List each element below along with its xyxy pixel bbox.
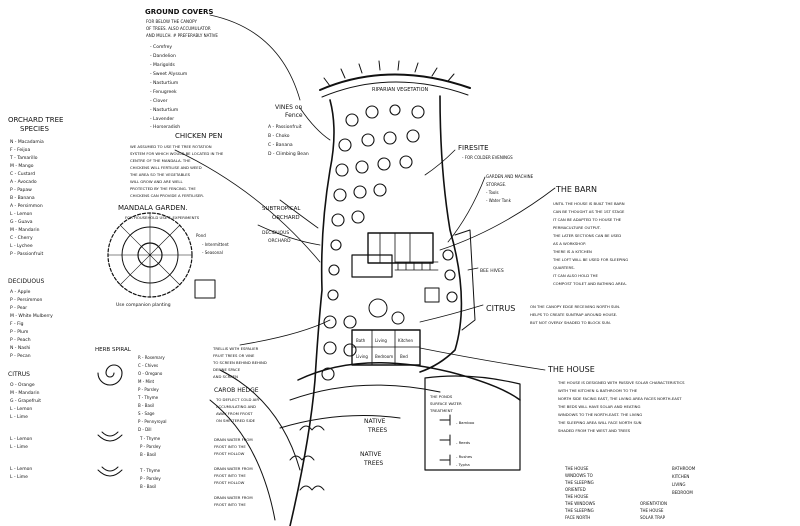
orchard-trees	[322, 105, 457, 380]
chicken-note-3: CHICKENS WILL FERTILISE AND WEED	[130, 165, 202, 170]
barn-note-7: THE LOFT WILL BE USED FOR SLEEPING	[553, 257, 629, 262]
orchard-ever-9: L - Lemon	[10, 212, 33, 217]
citrus-5: L - Lemon	[10, 437, 33, 442]
mandala-spokes	[108, 213, 192, 297]
decid-1: P - Persimmon	[10, 298, 43, 303]
firesite-title: FIRESITE	[458, 144, 489, 152]
house-note-0: THE HOUSE IS DESIGNED WITH PASSIVE SOLAR CHARACTERISTICS	[558, 380, 685, 385]
slope-b-2: FROST HOLLOW	[214, 480, 245, 485]
barn-note-4: THE LATER SECTIONS CAN BE USED	[553, 233, 622, 238]
gc-intro-2: AND MULCH. # PREFERABLY NATIVE	[146, 33, 218, 38]
house-more-1: WINDOWS TO	[565, 473, 593, 478]
vines-item-1: B - Choko	[268, 134, 290, 139]
house-key-3: BEDROOM	[672, 490, 693, 495]
house-more-2: THE SLEEPING	[565, 480, 594, 485]
slope-b-1: FROST INTO THE	[214, 473, 246, 478]
citrus-note-2: BUT NOT OVERLY SHADED TO BLOCK SUN.	[530, 320, 611, 325]
herb-bed-5: B - Basil	[140, 484, 157, 489]
house-key-1: KITCHEN	[672, 474, 690, 479]
slope-a-2: FROST HOLLOW	[214, 451, 245, 456]
herb-spiral-title: HERB SPIRAL	[95, 347, 131, 353]
orchard-subtitle: SPECIES	[20, 125, 49, 133]
room-3: Living	[356, 354, 368, 359]
leader-trellis	[240, 320, 330, 345]
orchard-ever-10: G - Guava	[10, 220, 33, 225]
citrus-note-1: HELPS TO CREATE SUNTRAP AROUND HOUSE.	[530, 312, 618, 317]
tree	[334, 189, 346, 201]
site-boundary-west	[290, 100, 334, 526]
orchard-ever-14: P - Passionfruit	[10, 252, 44, 257]
citrus-3: L - Lemon	[10, 407, 33, 412]
mandala-subtitle: FOR HOUSEHOLD USE & EXPERIMENTS	[125, 215, 200, 220]
barn-divisions	[380, 233, 410, 263]
tree	[331, 240, 341, 250]
gc-item-7: - Nasturtium	[150, 108, 179, 113]
herb-bed-4: P - Parsley	[140, 476, 161, 481]
tree	[329, 265, 339, 275]
house-note-4: WINDOWS TO THE NORTH-EAST. THE LIVING	[558, 412, 643, 417]
tree	[324, 342, 336, 354]
slope-c-1: FROST INTO THE	[214, 502, 246, 507]
herb-bed-1	[98, 432, 122, 441]
house-bottom-2: SOLAR TRAP	[640, 515, 666, 520]
reed-symbols	[440, 415, 450, 465]
herb-8: P - Pennyroyal	[138, 419, 167, 424]
house-note-3: THE BEDS WILL HAVE SOLAR AND HEATING	[558, 404, 641, 409]
pool-item-2: - Rushes	[456, 454, 473, 459]
citrus-2: G - Grapefruit	[10, 399, 41, 404]
herb-6: B - Basil	[138, 403, 155, 408]
orchard-ever-0: N - Macadamia	[10, 140, 44, 145]
orchard-ever-1: F - Feijoa	[10, 148, 31, 153]
shed	[352, 255, 392, 277]
vines-title-1: Fence	[285, 112, 303, 119]
vines-item-2: C - Banana	[268, 143, 293, 148]
house-title: THE HOUSE	[548, 365, 595, 374]
subtropical-1: ORCHARD	[272, 215, 300, 221]
decid-5: P - Plum	[10, 330, 29, 335]
herb-4: P - Parsley	[138, 387, 159, 392]
orchard-ever-13: L - Lychee	[10, 244, 33, 249]
tree	[344, 316, 356, 328]
house-note-2: NORTH SIDE FACING EAST, THE LIVING AREA FACES NORTH-EAST	[558, 396, 682, 401]
tree	[354, 186, 366, 198]
barn-title: THE BARN	[556, 185, 598, 194]
mandala-legend-0: Pond	[196, 233, 206, 238]
orchard-ever-2: T - Tamarillo	[10, 156, 38, 161]
pool-title-0: THE PONDS	[430, 394, 453, 399]
slope-a-1: FROST INTO THE	[214, 444, 246, 449]
herb-1: C - Chives	[138, 363, 159, 368]
citrus-8: L - Lime	[10, 475, 28, 480]
decid-6: P - Peach	[10, 338, 31, 343]
herb-3: M - Mint	[138, 379, 155, 384]
barn-note-1: CAN BE THOUGHT AS THE 1ST STAGE	[553, 209, 625, 214]
mandala-title: MANDALA GARDEN.	[118, 204, 188, 212]
leader-firesite	[425, 150, 455, 175]
carob-note-0: TO DEFLECT COLD AIR	[216, 397, 259, 402]
citrus-list-title: CITRUS	[8, 371, 30, 378]
native-tree-symbols	[290, 426, 324, 490]
barn-note-10: COMPOST TOILET AND BATHING AREA.	[553, 281, 627, 286]
tree	[384, 132, 396, 144]
citrus-0: O - Orange	[10, 383, 35, 388]
pool-item-1: - Reeds	[456, 440, 471, 445]
herb-bed-3: T - Thyme	[140, 468, 161, 473]
citrus-4: L - Lime	[10, 415, 28, 420]
vines-item-3: D - Climbing Bean	[268, 152, 309, 157]
tree	[328, 290, 338, 300]
mandala-legend-box	[195, 280, 215, 298]
pool-title-1: SURFACE WATER	[430, 401, 462, 406]
native-b-1: TREES	[364, 460, 384, 467]
pool-item-0: - Bamboo	[456, 420, 475, 425]
herb-spiral-symbol	[98, 365, 122, 385]
gc-intro-1: OF TREES. ALSO ACCUMULATOR	[146, 26, 211, 31]
orchard-ever-5: A - Avocado	[10, 180, 37, 185]
barn-note-6: THERE IS A KITCHEN	[553, 249, 592, 254]
garden-line-3: - Water Tank	[486, 198, 511, 203]
barn-note-8: QUARTERS.	[553, 265, 575, 270]
leader-house	[420, 348, 545, 370]
orchard-ever-4: C - Custard	[10, 172, 36, 177]
native-a-0: NATIVE	[364, 418, 386, 425]
barn-note-9: IT CAN ALSO HOLD THE	[553, 273, 598, 278]
orchard-ever-11: M - Mandarin	[10, 228, 40, 233]
herb-bed-1-label: P - Parsley	[140, 444, 161, 449]
tree	[366, 106, 378, 118]
chicken-note-6: PROTECTED BY THE FENCING. THE	[130, 186, 196, 191]
tree	[445, 270, 455, 280]
vines-item-0: A - Passionfruit	[268, 125, 302, 130]
house-tree-2	[392, 312, 404, 324]
slope-a-0: DRAIN WATER FROM	[214, 437, 253, 442]
room-5: Bed	[400, 354, 408, 359]
room-4: Bedroom	[375, 354, 394, 359]
mandala-legend-1: - Intermittent	[202, 242, 229, 247]
house-note-1: WITH THE KITCHEN & BATHROOM TO THE	[558, 388, 638, 393]
citrus-7: L - Lemon	[10, 467, 33, 472]
barn-note-3: PERMACULTURE OUTPUT.	[553, 225, 601, 230]
site-boundary-east	[420, 96, 461, 372]
deciduous-title: DECIDUOUS	[8, 278, 45, 285]
orchard-ever-12: C - Cherry	[10, 236, 33, 241]
herb-5: T - Thyme	[138, 395, 159, 400]
slope-b-0: DRAIN WATER FROM	[214, 466, 253, 471]
trellis-4: AND SCREEN	[213, 374, 238, 379]
room-2: Kitchen	[398, 338, 414, 343]
house-more-4: THE HOUSE	[565, 494, 589, 499]
barn-note-0: UNTIL THE HOUSE IS BUILT THE BARN	[553, 201, 625, 206]
house-more-3: ORIENTED	[565, 487, 586, 492]
room-0: Bath	[356, 338, 366, 343]
tree	[412, 106, 424, 118]
carob-note-3: ON SHELTERED SIDE	[216, 418, 256, 423]
herb-bed-0: T - Thyme	[140, 436, 161, 441]
tree	[374, 184, 386, 196]
house-key-2: LIVING	[672, 482, 686, 487]
decid-2: P - Pear	[10, 306, 28, 311]
bee-enclosure	[455, 230, 475, 330]
pool-title-2: TREATMENT	[430, 408, 453, 413]
tree	[362, 134, 374, 146]
gc-item-5: - Fenugreek	[150, 90, 177, 95]
house-note-5: THE SLEEPING AREA WILL FACE NORTH SUN	[558, 420, 642, 425]
dam-wall	[298, 363, 520, 400]
herb-2: O - Oregano	[138, 371, 163, 376]
tree	[407, 130, 419, 142]
house-outline	[352, 330, 420, 365]
house-more-7: FACE NORTH	[565, 515, 591, 520]
vines-title-0: VINES on	[275, 104, 303, 111]
trellis-0: TRELLIS WITH ESPALIER	[213, 346, 259, 351]
native-a-1: TREES	[368, 427, 388, 434]
herb-0: R - Rosemary	[138, 355, 165, 360]
gc-item-0: - Comfrey	[150, 45, 173, 50]
house-note-6: SHADED FROM THE WEST AND TREES	[558, 428, 631, 433]
room-1: Living	[375, 338, 387, 343]
tree	[346, 114, 358, 126]
tree	[332, 214, 344, 226]
leader-vines	[300, 108, 330, 140]
pool-item-3: - Typha	[456, 462, 470, 467]
carob-note-2: AWAY FROM FROST	[216, 411, 253, 416]
house-more-0: THE HOUSE	[565, 466, 589, 471]
native-b-0: NATIVE	[360, 451, 382, 458]
mandala-use: Use companion planting	[116, 303, 171, 308]
house-rooms	[352, 330, 420, 365]
tree	[447, 292, 457, 302]
house-bottom-0: ORIENTATION	[640, 501, 667, 506]
leader-groundcovers	[210, 15, 300, 100]
herb-9: D - Dill	[138, 427, 152, 432]
tree	[390, 105, 400, 115]
orchard-ever-3: M - Mango	[10, 164, 34, 169]
tree	[336, 164, 348, 176]
gc-item-4: - Nasturtium	[150, 81, 179, 86]
decid-8: P - Pecan	[10, 354, 31, 359]
tree	[400, 156, 412, 168]
orchard-title: ORCHARD TREE	[8, 116, 64, 124]
garden-line-0: GARDEN AND MACHINE	[486, 174, 534, 179]
herb-7: S - Sage	[138, 411, 155, 416]
house-bottom-1: THE HOUSE	[640, 508, 664, 513]
decid-4: F - Fig	[10, 322, 24, 327]
chicken-note-0: WE ASSUMED TO USE THE TREE ROTATION	[130, 144, 212, 149]
barn-note-2: IT CAN BE ADAPTED TO HOUSE THE	[553, 217, 622, 222]
chicken-note-2: CENTRE OF THE MANDALA. THE	[130, 158, 191, 163]
garden-line-2: - Tools	[486, 190, 499, 195]
gc-item-8: - Lavender	[150, 117, 175, 122]
chicken-note-5: WILL GROW AND ARE WELL	[130, 179, 183, 184]
house-more-5: THE WINDOWS	[565, 501, 596, 506]
gc-item-9: - Horseradish	[150, 125, 181, 130]
chicken-note-1: SYSTEM FOR WHICH WOULD BE LOCATED IN THE	[130, 151, 224, 156]
leader-subtropical	[280, 200, 318, 228]
citrus-label: CITRUS	[486, 304, 516, 313]
orchard-ever-6: P - Papaw	[10, 188, 32, 193]
house-more-6: THE SLEEPING	[565, 508, 594, 513]
citrus-note-0: ON THE CANOPY EDGE RECEIVING NORTH SUN.	[530, 304, 621, 309]
leader-citrus	[420, 305, 483, 322]
garden-line-1: STORAGE.	[486, 182, 507, 187]
barn-note-5: AS A WORKSHOP.	[553, 241, 587, 246]
gc-item-1: - Dandelion	[150, 54, 176, 59]
decid-0: A - Apple	[10, 290, 31, 295]
tree	[339, 139, 351, 151]
house-courtyard-tree	[369, 299, 387, 317]
ground-covers-title: GROUND COVERS	[145, 8, 214, 16]
orchard-ever-7: B - Banana	[10, 196, 35, 201]
gc-item-3: - Sweet Alyssum	[150, 72, 188, 77]
mandala-legend-2: - Seasonal	[202, 250, 223, 255]
citrus-1: M - Mandarin	[10, 391, 40, 396]
gc-item-2: - Marigolds	[150, 63, 175, 68]
mandala-garden	[108, 213, 192, 297]
herb-bed-2-label: B - Basil	[140, 452, 157, 457]
riparian-label: RIPARIAN VEGETATION	[372, 87, 429, 93]
tree	[443, 250, 453, 260]
chicken-note-4: THE AREA SO THE VEGETABLES	[130, 172, 191, 177]
trellis-2: TO SCREEN BEHIND BEHIND	[213, 360, 267, 365]
decid-3: M - White Mulberry	[10, 314, 53, 319]
carob-note-1: ACCUMULATING AND	[216, 404, 256, 409]
gc-item-6: - Clover	[150, 99, 168, 104]
tree	[352, 211, 364, 223]
tank	[425, 288, 439, 302]
chicken-note-7: CHICKENS CAN PROVIDE A FERTILISER.	[130, 193, 204, 198]
trellis-3: DEFINE SPACE	[213, 367, 241, 372]
herb-bed-2	[98, 467, 122, 476]
trellis-1: FRUIT TREES OR VINE	[213, 353, 255, 358]
barn-building	[368, 233, 433, 263]
decid-7: N - Nashi	[10, 346, 31, 351]
slope-c-0: DRAIN WATER FROM	[214, 495, 253, 500]
tree	[344, 344, 356, 356]
citrus-6: L - Lime	[10, 445, 28, 450]
subtropical-0: SUBTROPICAL	[262, 206, 301, 212]
firesite-note: - FOR COLDER EVENINGS	[462, 155, 513, 160]
leader-bees	[468, 268, 478, 270]
chicken-pen-title: CHICKEN PEN	[175, 132, 223, 140]
tree	[356, 161, 368, 173]
carob-title: CAROB HEDGE	[214, 387, 259, 394]
bee-hives-label: BEE HIVES	[480, 269, 504, 274]
orchard-ever-8: A - Persimmon	[10, 204, 43, 209]
deciduous-orchard-1: ORCHARD	[268, 239, 291, 244]
leader-garden	[448, 177, 485, 242]
tree	[378, 158, 390, 170]
deciduous-orchard-0: DECIDUOUS	[262, 231, 290, 236]
house-key-0: BATHROOM	[672, 466, 696, 471]
gc-intro-0: FOR BELOW THE CANOPY	[146, 19, 197, 24]
